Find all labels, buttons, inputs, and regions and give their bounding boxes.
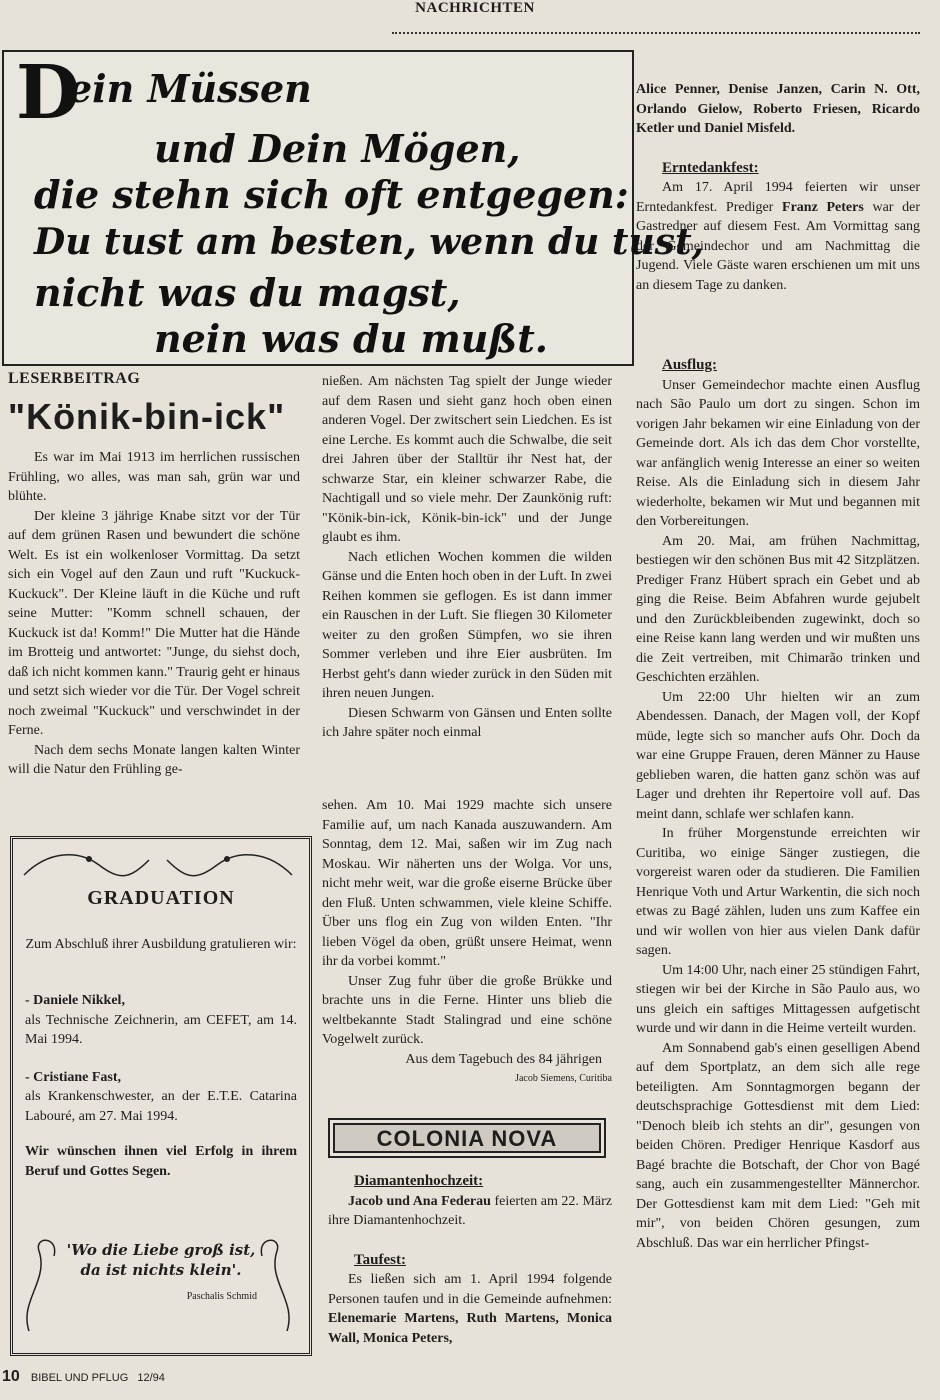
ornament-icon [19,845,297,885]
header-rule [392,32,920,34]
article-source: Aus dem Tagebuch des 84 jährigen [405,1051,602,1067]
baptized-names: Elenemarie Martens, Ruth Martens, Monica Wall, Monica Peters, [328,1311,612,1346]
article-label: LESERBEITRAG [8,370,141,387]
section-heading: Ausflug: [662,357,718,373]
news-paragraph [328,1192,612,1231]
article-column-2b [322,796,612,1096]
right-column-ausflug [636,356,920,1253]
news-paragraph: In früher Morgenstunde erreichten wir Curitiba, wo einige Sänger zustiegen, die vorgereist waren oder da studieren. Die Familien Henrique Voth und Artur Warkentin, die sich noch etwas zu Bagé zählen, luden uns zum Kaffee ein und wir wollen von hier aus vielen Dank dafür sagen. [636,826,920,958]
article-column-1 [8,448,300,780]
article-paragraph: Nach dem sechs Monate langen kalten Winter will die Natur den Frühling ge- [8,742,300,777]
colonia-banner-text: COLONIA NOVA [376,1126,558,1151]
article-paragraph-cont: nießen. Am nächsten Tag spielt der Junge wieder auf dem Rasen und sieht ganz hoch oben einen anderen Vogel. Der zwitschert sein Liedchen. Es ist eine Lerche. Es kommt auch die Schwalbe, die seit drei Jahren über der Stalltür ihr Nest hat, der schwarze Star, ein kleiner schwarzer Rabe, die Nachtigall und so viele mehr. Der Zaunkönig ruft: "Könik-bin-ick, Könik-bin-ick" und der Junge glaubt es ihm. [322,374,612,545]
graduate-details: als Technische Zeichnerin, am CEFET, am 14. Mai 1994. [25,1012,297,1047]
quote-line: die stehn sich oft entgegen: [34,172,629,217]
news-text: war der Gastredner auf diesem Fest. Am Vormittag sang der Gemeindechor und am Nachmittag die Jugend. Viele Gäste waren erschienen um mit uns an diesem Tage zu danken. [636,199,920,293]
article-paragraph: Der kleine 3 jährige Knabe sitzt vor der Tür auf dem grünen Rasen und bewundert die schöne Welt. Es ist ein wolkenloser Vormittag. Da setzt sich ein Vogel auf den Zaun und ruft "Kuckuck-Kuckuck". Der Kleine läuft in die Küche und ruft seine Mutter: "Komm schnell schauen, der Kuckuck ist da! Komm!" Die Mutter hat die Hände im Brotteig und antwortet: "Junge, du siehst doch, daß ich nicht kommen kann." Traurig geht er hinaus und setzt sich wieder vor die Tür. Der Vogel schreit noch zweimal "Kuckuck" und verschwindet in der Ferne. [8,508,300,738]
colonia-column [328,1172,612,1348]
news-paragraph: Um 22:00 Uhr hielten wir an zum Abendessen. Danach, der Magen voll, der Kopf müde, legte sich so mancher aufs Ohr. Doch da war eine Gruppe Frauen, deren Männer zu Hause geblieben waren, die hatten ganz schön was auf Lager und drehten ihr Repertoire voll auf. Das meint dann, schlafe wer schlafen kann. [636,689,920,822]
news-paragraph: Unser Gemeindechor machte einen Ausflug nach São Paulo um dort zu singen. Schon im vorigen Jahr bekamen wir eine Einladung von der Gemeinde dort. Als ich das dem Chor vorstellte, war anfänglich wenig Interesse an einer so weiten Reise. Als die Einladung sich in diesem Jahr wiederholte, bekamen wir Mut und begannen mit den Vorbereitungen. [636,377,920,529]
graduate-name: - Daniele Nikkel, [25,993,125,1008]
baptized-names-cont: Alice Penner, Denise Janzen, Carin N. Ott, Orlando Gielow, Roberto Friesen, Ricardo Ketler und Daniel Misfeld. [636,82,920,136]
graduation-quote: da ist nichts klein'. [80,1260,242,1279]
news-text: Am 17. April 1994 feierten wir unser Erntedankfest. Prediger [636,180,920,215]
section-heading: Diamantenhochzeit: [354,1173,484,1189]
news-text: Es ließen sich am 1. April 1994 folgende Personen taufen und in die Gemeinde aufnehmen: [328,1272,612,1307]
section-heading: Erntedankfest: [662,159,759,176]
right-column-top [636,80,920,295]
graduation-wish: Wir wünschen ihnen viel Erfolg in ihrem Beruf und Gottes Segen. [25,1144,297,1179]
news-paragraph: Am 20. Mai, am frühen Nachmittag, bestiegen wir den schönen Bus mit 42 Sitzplätzen. Prediger Franz Hübert sprach ein Gebet und ab ging die Reise. Beim Abfahren wurde gejubelt und den Zurückbleibenden zugewinkt, doch so eine Reise kann lang werden und wir mußten uns die Zeit vertreiben, mit Chimarão trinken und Geschichten erzählen. [636,533,920,685]
news-paragraph: Um 14:00 Uhr, nach einer 25 stündigen Fahrt, stiegen wir bei der Kirche in São Paulo aus, wo uns gleich ein saftiges Mittagessen aufgetischt wurde und wir dann in die Heime verteilt wurden. [636,962,921,1036]
graduate-details: als Krankenschwester, an der E.T.E. Catarina Labouré, am 27. Mai 1994. [25,1089,297,1124]
quote-line: ein Müssen [68,66,312,111]
news-paragraph: Am Sonnabend gab's einen geselligen Abend auf dem Sportplatz, an dem sich alle rege beteiligten. Am Sonntagmorgen begann der deutschsprachige Gottesdienst mit dem Lied: "Denoch bleib ich stehts an dir", gesungen von beiden Chören. Prediger Henrique Kasdorf aus Bagé brachte die Botschaft, der Chor von Bagé sang, auch ein zusammengestellter Männerchor. Der Gottesdienst kam mit dem Lied: "Geh mit mir", von beiden Chören gesungen, zum Abschluß. Das war ein herrlicher Pfingst- [636,1040,920,1251]
graduation-box [10,836,312,1356]
article-paragraph: Unser Zug fuhr über die große Brükke und brachte uns in die Ferne. Hinter uns blieb die weltbekannte Stadt Stalingrad und eine schöne Vogelwelt zurück. [322,973,612,1047]
article-paragraph: Nach etlichen Wochen kommen die wilden Gänse und die Enten hoch oben in der Luft. In zwei Reihen kommen sie geflogen. Es ist dann immer ein Rauschen in der Luft. Sie fliegen 30 Kilometer weiter zu den großen Sümpfen, wo sie ihren Sommer verleben und ihre Eier ausbrüten. Im Herbst geht's dann wieder zurück in den Süden mit ihren neuen Jungen. [322,549,612,701]
article-author: Jacob Siemens, Curitiba [515,1073,612,1084]
article-paragraph: Es war im Mai 1913 im herrlichen russischen Frühling, wo alles, was man sah, grün war und blühte. [8,450,300,504]
quote-line: nein was du mußt. [154,316,548,361]
quote-line: nicht was du magst, [34,270,461,315]
article-paragraph: Diesen Schwarm von Gänsen und Enten sollte ich Jahre später noch einmal [322,705,612,740]
graduation-subtitle: Zum Abschluß ihrer Ausbildung gratulieren wir: [25,937,297,952]
news-paragraph [636,178,920,295]
quote-box [2,50,705,366]
graduate-name: - Cristiane Fast, [25,1069,122,1085]
magazine-name: BIBEL UND PFLUG [30,1372,129,1384]
preacher-name: Franz Peters [782,199,864,215]
section-header: NACHRICHTEN [415,0,535,16]
page-footer [2,1368,165,1386]
page-number: 10 [2,1368,20,1385]
quote-author: Paschalis Schmid [186,1291,257,1302]
quote-line: Du tust am besten, wenn du tust, [34,221,705,263]
article-column-2 [322,372,612,786]
news-paragraph [328,1270,612,1348]
section-heading: Taufest: [354,1251,406,1268]
article-paragraph-cont: sehen. Am 10. Mai 1929 machte sich unsere Familie auf, um nach Kanada auszuwandern. Am Sonntag, dem 12. Mai, saßen wir im Zug nach Moskau. Wir näherten uns der Wolga. Vor uns, nicht mehr weit, war die große eiserne Brücke über den Fluß. Unten schwammen, viele kleine Schiffe. Über uns flog ein Zug von wilden Enten. "Ihr lieben Vögel da oben, grüßt unsere Heimat, wenn ihr da vorbei kommt." [322,798,612,969]
couple-names: Jacob und Ana Federau [348,1193,491,1209]
issue-number: 12/94 [137,1372,165,1384]
colonia-banner [328,1118,606,1158]
news-text: feierten am 22. März ihre Diamantenhochzeit. [328,1193,612,1228]
graduation-quote: 'Wo die Liebe groß ist, [66,1241,256,1259]
graduation-title: GRADUATION [87,887,235,909]
article-title: "Könik-bin-ick" [8,396,286,437]
quote-line: und Dein Mögen, [154,126,521,171]
quote-dropcap: D [16,50,81,136]
